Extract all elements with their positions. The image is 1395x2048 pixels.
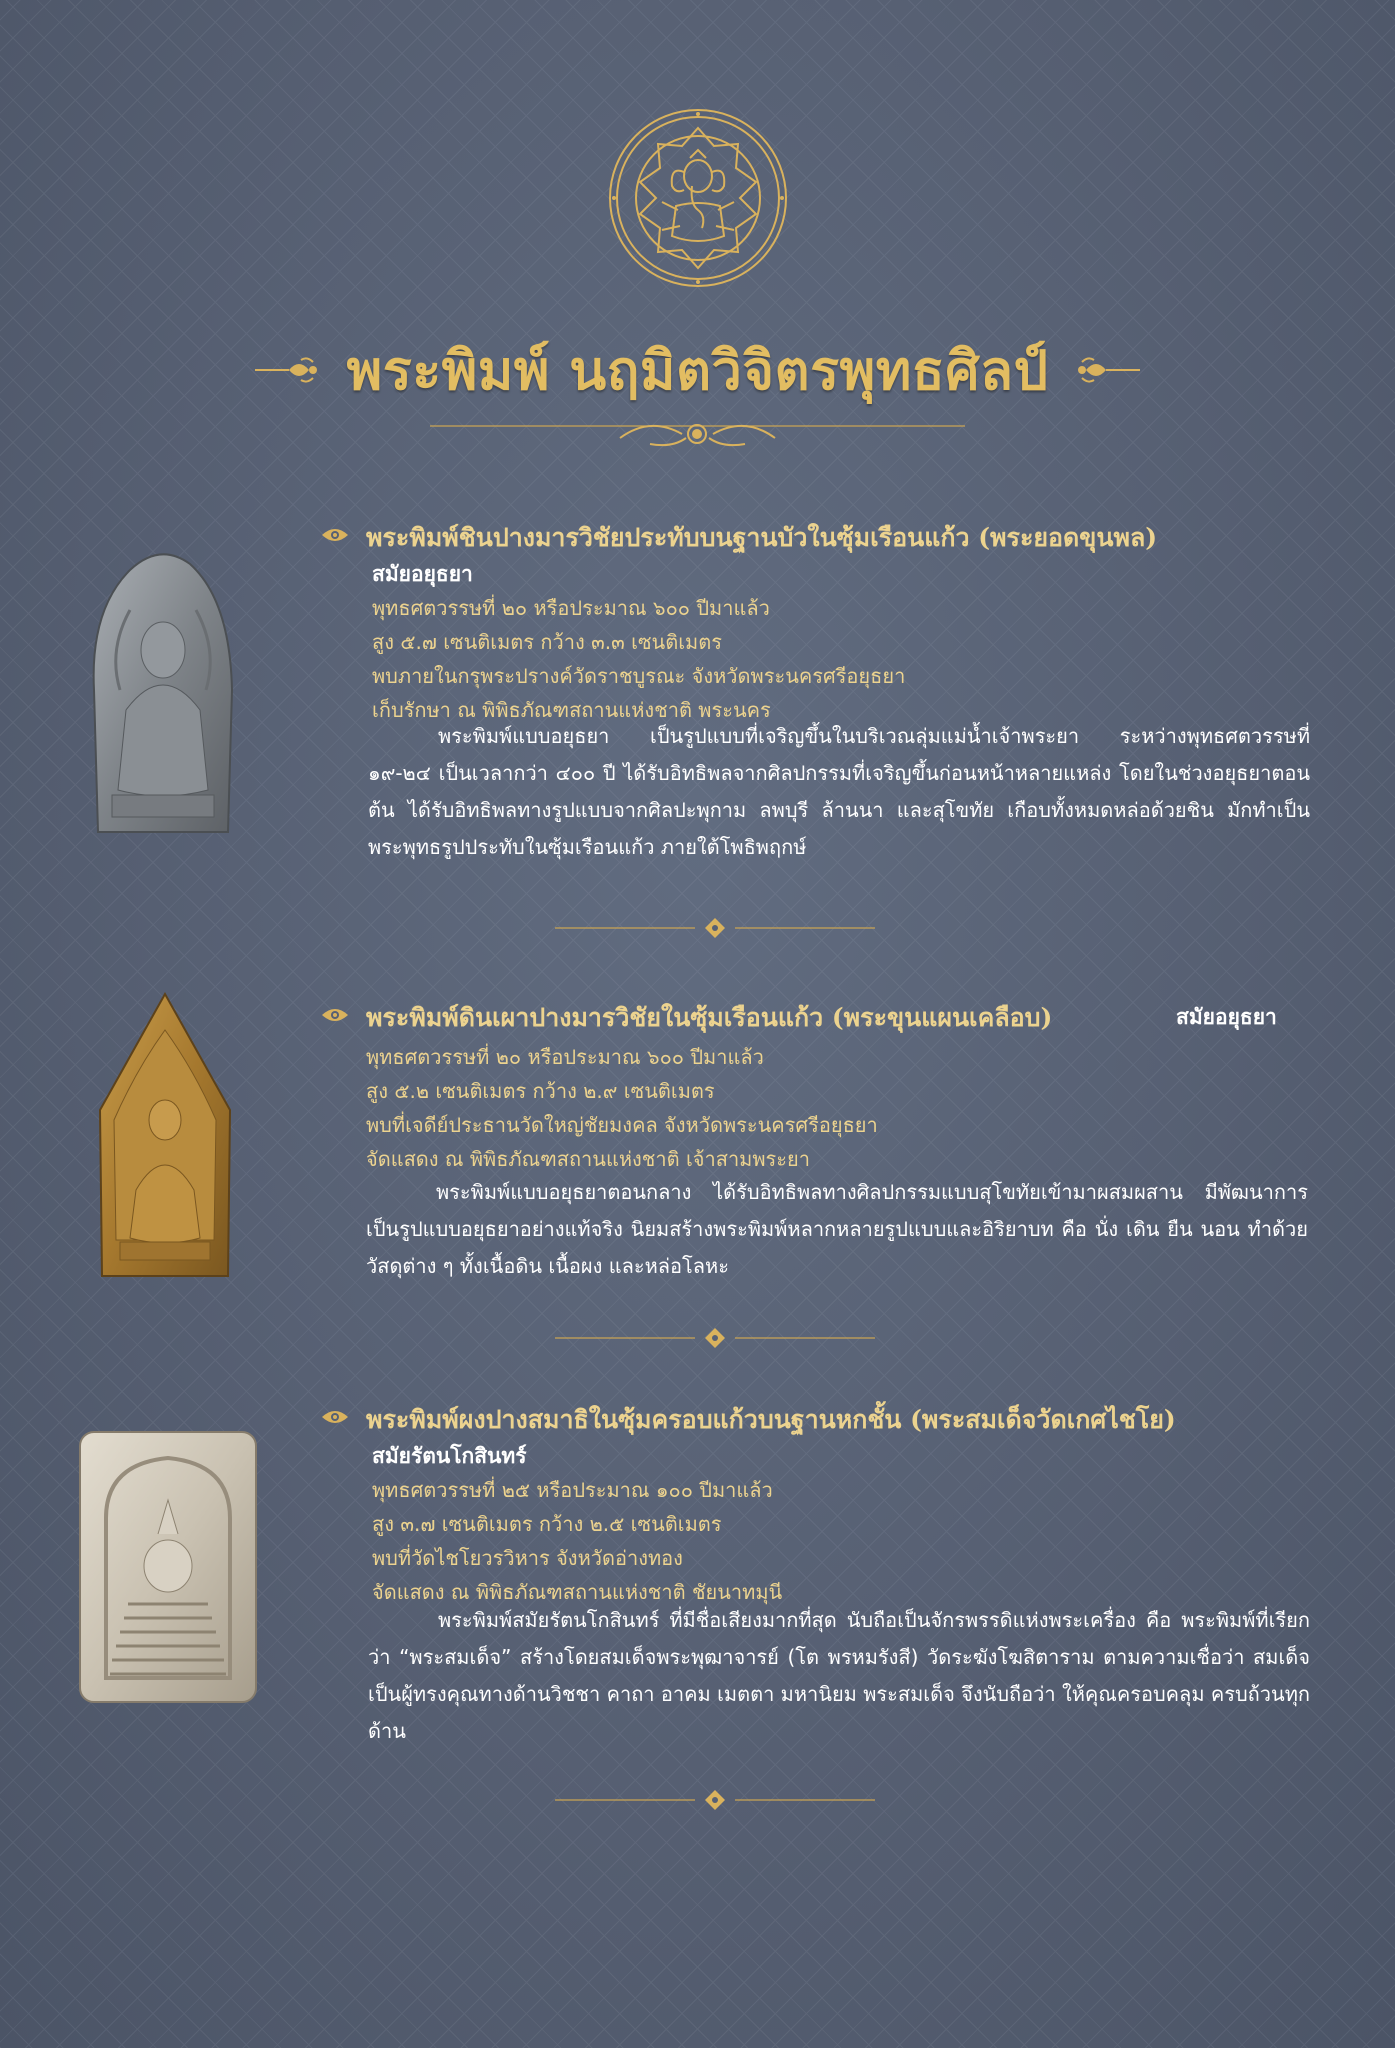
item-3-detail-found: พบที่วัดไชโยวรวิหาร จังหวัดอ่างทอง xyxy=(372,1546,683,1570)
item-2-detail-shown: จัดแสดง ณ พิพิธภัณฑสถานแห่งชาติ เจ้าสามพระยา xyxy=(366,1147,810,1171)
title-row xyxy=(0,330,1395,410)
item-3-detail-century: พุทธศตวรรษที่ ๒๕ หรือประมาณ ๑๐๐ ปีมาแล้ว xyxy=(372,1478,773,1502)
item-1-detail-century: พุทธศตวรรษที่ ๒๐ หรือประมาณ ๖๐๐ ปีมาแล้ว xyxy=(372,596,770,620)
item-2-detail-century: พุทธศตวรรษที่ ๒๐ หรือประมาณ ๖๐๐ ปีมาแล้ว xyxy=(366,1045,764,1069)
diamond-divider-icon xyxy=(555,1326,875,1350)
page-title: พระพิมพ์ นฤมิตวิจิตรพุทธศิลป์ xyxy=(346,338,1049,402)
item-3-details xyxy=(372,1473,782,1609)
diamond-divider-icon xyxy=(555,1788,875,1812)
item-1-paragraph: พระพิมพ์แบบอยุธยา เป็นรูปแบบที่เจริญขึ้นในบริเวณลุ่มแม่น้ำเจ้าพระยา ระหว่างพุทธศตวรรษที่ ๑๙-๒๔ เป็นเวลากว่า ๔๐๐ ปี ได้รับอิทธิพลจากศิลปกรรมที่เจริญขึ้นก่อนหน้าหลายแหล่ง โดยในช่วงอยุธยาตอนต้น ได้รับอิทธิพลทางรูปแบบจากศิลปะพุกาม ลพบุรี ล้านนา และสุโขทัย เกือบทั้งหมดหล่อด้วยชิน มักทำเป็นพระพุทธรูปประทับในซุ้มเรือนแก้ว ภายใต้โพธิพฤกษ์ xyxy=(368,724,1310,859)
item-3-detail-size: สูง ๓.๗ เซนติเมตร กว้าง ๒.๕ เซนติเมตร xyxy=(372,1512,722,1536)
lotus-bullet-icon xyxy=(318,1406,352,1428)
item-2-detail-found: พบที่เจดีย์ประธานวัดใหญ่ชัยมงคล จังหวัดพระนครศรีอยุธยา xyxy=(366,1113,878,1137)
item-1-detail-size: สูง ๕.๗ เซนติเมตร กว้าง ๓.๓ เซนติเมตร xyxy=(372,630,722,654)
item-2-details xyxy=(366,1040,878,1176)
lotus-ornament-icon xyxy=(1074,354,1140,386)
lotus-bullet-icon xyxy=(318,524,352,546)
lotus-ornament-icon xyxy=(255,354,321,386)
item-2-paragraph: พระพิมพ์แบบอยุธยาตอนกลาง ได้รับอิทธิพลทางศิลปกรรมแบบสุโขทัยเข้ามาผสมผสาน มีพัฒนาการเป็นรูปแบบอยุธยาอย่างแท้จริง นิยมสร้างพระพิมพ์หลากหลายรูปแบบและอิริยาบท คือ นั่ง เดิน ยืน นอน ทำด้วยวัสดุต่าง ๆ ทั้งเนื้อดิน เนื้อผง และหล่อโลหะ xyxy=(366,1180,1308,1278)
item-3-title: พระพิมพ์ผงปางสมาธิในซุ้มครอบแก้วบนฐานหกชั้น (พระสมเด็จวัดเกศไชโย) xyxy=(366,1405,1176,1434)
item-1-title: พระพิมพ์ชินปางมารวิชัยประทับบนฐานบัวในซุ้มเรือนแก้ว (พระยอดขุนพล) xyxy=(366,523,1158,552)
item-3-detail-shown: จัดแสดง ณ พิพิธภัณฑสถานแห่งชาติ ชัยนาทมุนี xyxy=(372,1580,783,1604)
item-3-paragraph: พระพิมพ์สมัยรัตนโกสินทร์ ที่มีชื่อเสียงมากที่สุด นับถือเป็นจักรพรรดิแห่งพระเครื่อง คือ พระพิมพ์ที่เรียกว่า “พระสมเด็จ” สร้างโดยสมเด็จพระพุฒาจารย์ (โต พรหมรังสี) วัดระฆังโฆสิตาราม ตามความเชื่อว่า สมเด็จเป็นผู้ทรงคุณทางด้านวิชชา คาถา อาคม เมตตา มหานิยม พระสมเด็จ จึงนับถือว่า ให้คุณครอบคลุม ครบถ้วนทุกด้าน xyxy=(368,1608,1310,1743)
ganesha-emblem-icon xyxy=(606,106,790,290)
amulet-image-3 xyxy=(76,1428,260,1706)
item-1-period: สมัยอยุธยา xyxy=(372,562,473,586)
amulet-image-1 xyxy=(90,540,236,840)
title-flourish-icon xyxy=(420,408,975,454)
item-2-title: พระพิมพ์ดินเผาปางมารวิชัยในซุ้มเรือนแก้ว (พระขุนแผนเคลือบ) xyxy=(366,1003,1053,1032)
item-3-period: สมัยรัตนโกสินทร์ xyxy=(372,1444,527,1468)
item-2-period: สมัยอยุธยา xyxy=(1176,1005,1277,1029)
item-2-detail-size: สูง ๕.๒ เซนติเมตร กว้าง ๒.๙ เซนติเมตร xyxy=(366,1079,715,1103)
diamond-divider-icon xyxy=(555,916,875,940)
item-1-details xyxy=(372,591,905,727)
item-1-detail-found: พบภายในกรุพระปรางค์วัดราชบูรณะ จังหวัดพระนครศรีอยุธยา xyxy=(372,664,906,688)
item-1-detail-kept: เก็บรักษา ณ พิพิธภัณฑสถานแห่งชาติ พระนคร xyxy=(372,698,771,722)
amulet-image-2 xyxy=(96,990,234,1282)
lotus-bullet-icon xyxy=(318,1004,352,1026)
